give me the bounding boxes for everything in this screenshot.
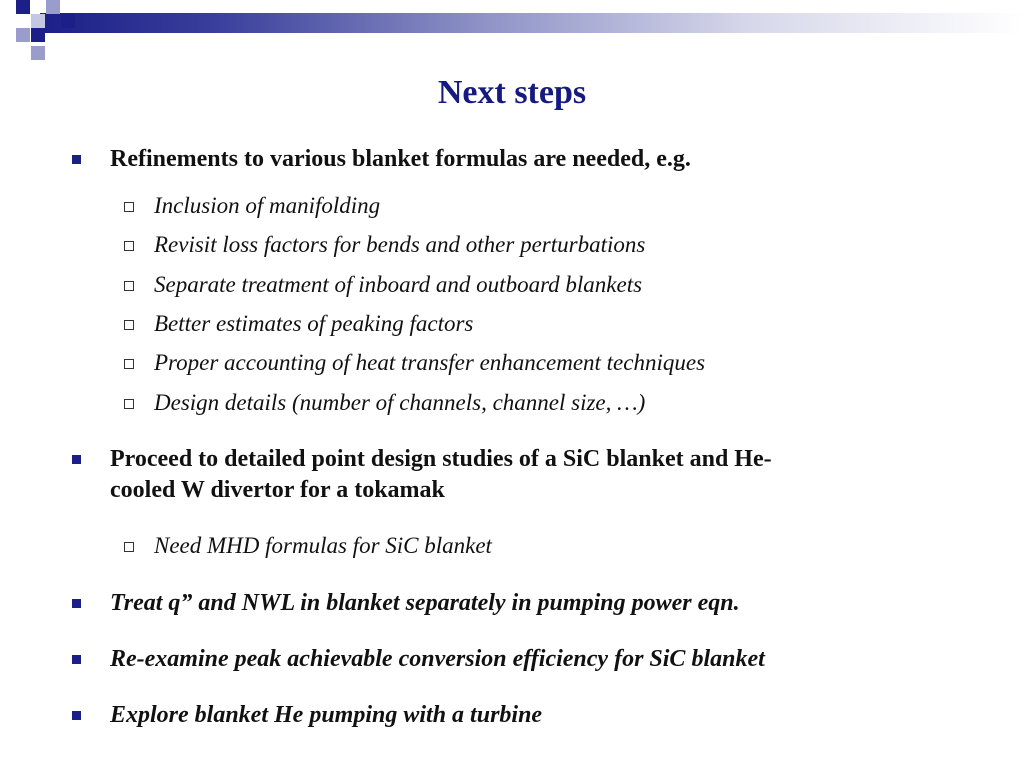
checkbox-square-icon <box>124 320 134 330</box>
checkbox-square-icon <box>124 399 134 409</box>
bullet-refinements: Refinements to various blanket formulas are needed, e.g. <box>110 146 691 172</box>
deco-square-3 <box>31 14 45 28</box>
bullet-square-icon <box>72 655 81 664</box>
deco-square-2 <box>46 0 60 14</box>
bullet-treat-q-nwl: Treat q” and NWL in blanket separately in pumping power eqn. <box>110 590 740 616</box>
gradient-band <box>40 13 1024 33</box>
deco-square-4 <box>61 14 75 28</box>
checkbox-square-icon <box>124 281 134 291</box>
deco-square-1 <box>16 0 30 14</box>
bullet-square-icon <box>72 155 81 164</box>
checkbox-square-icon <box>124 241 134 251</box>
sub-bullet-mhd-formulas: Need MHD formulas for SiC blanket <box>154 533 492 558</box>
sub-bullet-loss-factors: Revisit loss factors for bends and other perturbations <box>154 232 646 257</box>
sub-bullet-heat-transfer: Proper accounting of heat transfer enhancement techniques <box>154 350 706 375</box>
bullet-square-icon <box>72 455 81 464</box>
checkbox-square-icon <box>124 202 134 212</box>
slide-title: Next steps <box>437 74 587 111</box>
sub-bullet-peaking-factors: Better estimates of peaking factors <box>154 311 474 336</box>
deco-square-5 <box>16 28 30 42</box>
sub-bullet-inboard-outboard: Separate treatment of inboard and outboard blankets <box>154 272 643 297</box>
deco-square-7 <box>31 46 45 60</box>
bullet-conversion-efficiency: Re-examine peak achievable conversion efficiency for SiC blanket <box>110 646 765 672</box>
checkbox-square-icon <box>124 359 134 369</box>
sub-bullet-design-details: Design details (number of channels, channel size, …) <box>154 390 646 415</box>
sub-bullet-manifolding: Inclusion of manifolding <box>154 193 381 218</box>
checkbox-square-icon <box>124 542 134 552</box>
bullet-square-icon <box>72 599 81 608</box>
bullet-he-pumping-turbine: Explore blanket He pumping with a turbine <box>110 702 543 728</box>
bullet-point-design-line2: cooled W divertor for a tokamak <box>110 477 445 503</box>
deco-square-6 <box>31 28 45 42</box>
header-decoration <box>0 0 1024 70</box>
bullet-square-icon <box>72 711 81 720</box>
bullet-point-design-line1: Proceed to detailed point design studies of a SiC blanket and He- <box>110 446 772 472</box>
